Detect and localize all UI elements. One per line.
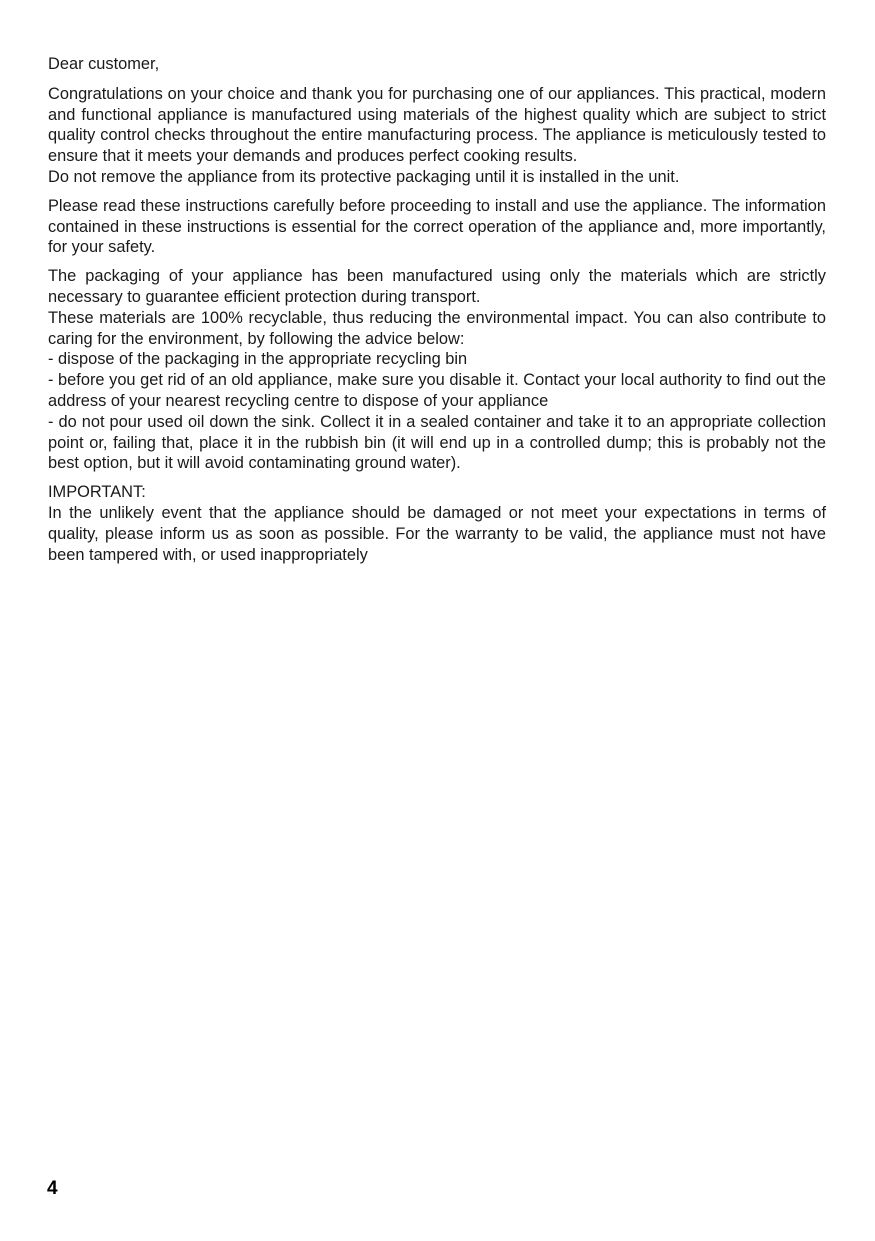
important-heading: IMPORTANT:: [48, 483, 146, 502]
packaging-materials-text: The packaging of your appliance has been manufactured using only the materials which are strictly necessary to guarantee efficient protection during transport.: [48, 267, 826, 306]
advice-item-recycling-bin: - dispose of the packaging in the appropriate recycling bin: [48, 350, 468, 369]
important-text: In the unlikely event that the appliance should be damaged or not meet your expectations in terms of quality, please inform us as soon as possible. For the warranty to be valid, the appliance must not have been tampered with, or used inappropriately: [48, 503, 826, 564]
salutation: [48, 54, 826, 75]
page-number: 4: [47, 1178, 58, 1199]
instructions-paragraph: [48, 196, 826, 258]
instructions-text: Please read these instructions carefully before proceeding to install and use the appliance. The information contained in these instructions is essential for the correct operation of the appliance and, more importantly, for your safety.: [48, 196, 826, 257]
environment-paragraph: [48, 266, 826, 474]
advice-item-old-appliance: - before you get rid of an old appliance, make sure you disable it. Contact your local authority to find out the address of your nearest recycling centre to dispose of your appliance: [48, 371, 826, 410]
advice-item-used-oil: - do not pour used oil down the sink. Collect it in a sealed container and take it to an appropriate collection point or, failing that, place it in the rubbish bin (it will end up in a controlled dump; this is probably not the best option, but it will avoid contaminating ground water).: [48, 412, 826, 473]
intro-paragraph: [48, 84, 826, 188]
packaging-note: Do not remove the appliance from its protective packaging until it is installed in the unit.: [48, 167, 680, 186]
intro-text: Congratulations on your choice and thank you for purchasing one of our appliances. This practical, modern and functional appliance is manufactured using materials of the highest quality which are subject to strict quality control checks throughout the entire manufacturing process. The appliance is meticulously tested to ensure that it meets your demands and produces perfect cooking results.: [48, 84, 826, 166]
recyclable-text: These materials are 100% recyclable, thus reducing the environmental impact. You can also contribute to caring for the environment, by following the advice below:: [48, 308, 826, 348]
important-paragraph: [48, 482, 826, 565]
document-body: [48, 54, 826, 573]
salutation-text: Dear customer,: [48, 55, 160, 73]
